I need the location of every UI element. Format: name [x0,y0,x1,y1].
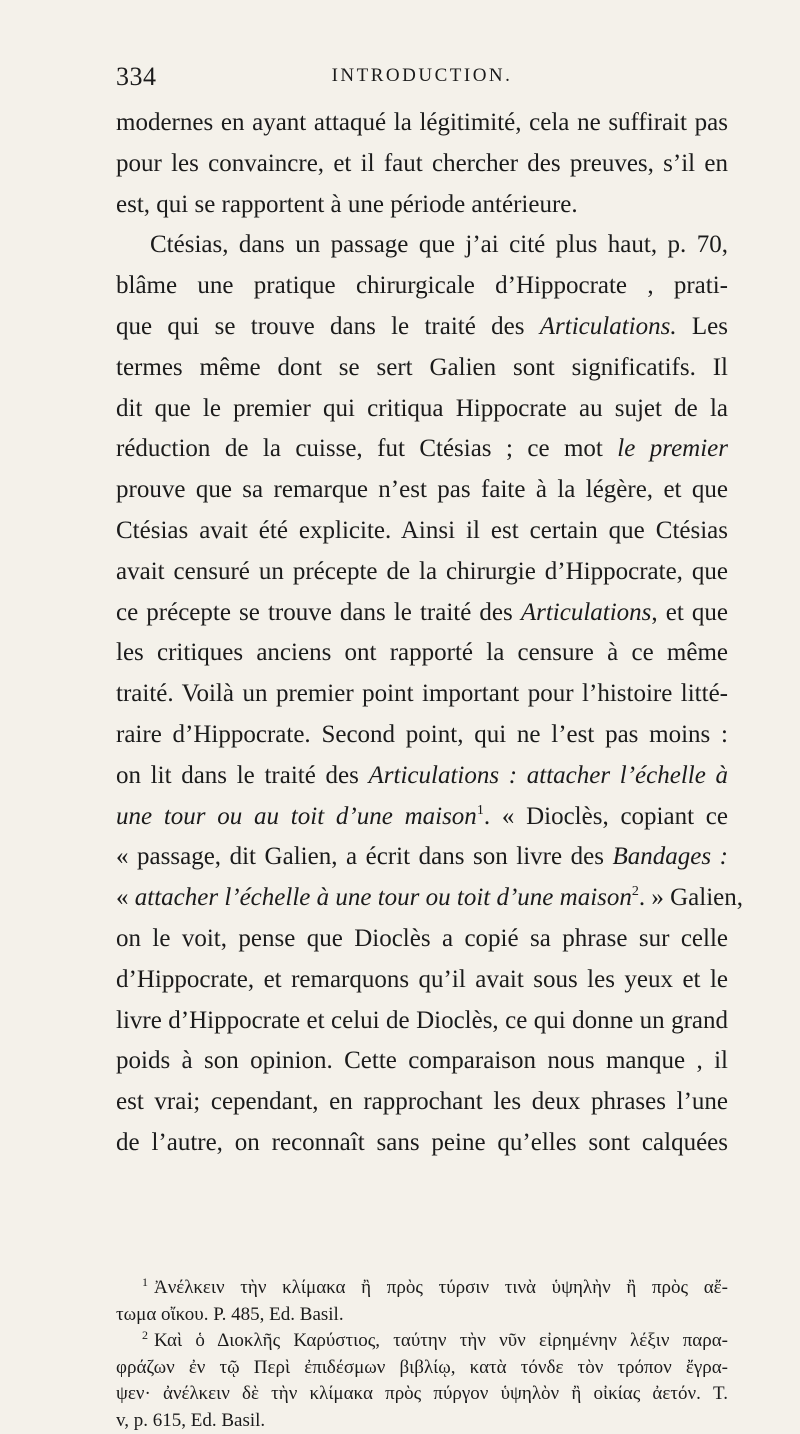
footnote-ref: 1 [477,803,484,818]
footnote-line [116,1275,728,1302]
text-segment: « passage, dit Galien, a écrit dans son livre des [116,843,613,870]
body-text [116,103,728,1164]
text-line: prouve que sa remarque n’est pas faite à la légère, et que [116,470,728,511]
text-line [116,429,728,470]
footnote-number: 2 [142,1328,148,1342]
text-line: dit que le premier qui critiqua Hippocrate au sujet de la [116,389,728,430]
text-line: raire d’Hippocrate. Second point, qui ne l’est pas moins : [116,715,728,756]
footnote-line: v, p. 615, Ed. Basil. [116,1408,728,1434]
text-line: avait censuré un précepte de la chirurgie d’Hippocrate, que [116,552,728,593]
text-line: modernes en ayant attaqué la légitimité, cela ne suffirait pas [116,103,728,144]
text-line: Ctésias, dans un passage que j’ai cité plus haut, p. 70, [116,225,728,266]
text-segment: Les [677,313,728,340]
page-number: 334 [116,62,157,92]
footnotes [116,1275,728,1434]
text-line: pour les convaincre, et il faut chercher des preuves, s’il en [116,144,728,185]
footnote-line: φράζων ἐν τῷ Περὶ ἐπιδέσμων βιβλίῳ, κατὰ τόνδε τὸν τρόπον ἔγρα- [116,1355,728,1382]
text-segment: ce précepte se trouve dans le traité des [116,599,521,626]
page-header [116,62,728,92]
text-line: termes même dont se sert Galien sont significatifs. Il [116,348,728,389]
text-segment: . » Galien, [639,884,743,911]
footnote-text: Καὶ ὁ Διοκλῆς Καρύστιος, ταύτην τὴν νῦν εἰρημένην λέξιν παρα- [154,1330,728,1351]
text-line: on le voit, pense que Dioclès a copié sa phrase sur celle [116,919,728,960]
text-line: traité. Voilà un premier point important pour l’histoire litté- [116,674,728,715]
italic-quote: une tour ou au toit d’une maison [116,803,477,830]
text-line [116,878,728,919]
text-line: est vrai; cependant, en rapprochant les deux phrases l’une [116,1082,728,1123]
text-line: de l’autre, on reconnaît sans peine qu’elles sont calquées [116,1123,728,1164]
italic-title: Bandages : [613,843,728,870]
text-line: blâme une pratique chirurgicale d’Hippocrate , prati- [116,266,728,307]
italic-phrase: le premier [617,435,728,462]
running-head: INTRODUCTION. [116,65,728,87]
text-line [116,593,728,634]
text-segment: que qui se trouve dans le traité des [116,313,540,340]
text-segment: réduction de la cuisse, fut Ctésias ; ce mot [116,435,617,462]
text-segment: « [116,884,135,911]
text-line [116,837,728,878]
text-line: les critiques anciens ont rapporté la censure à ce même [116,633,728,674]
italic-title: Articulations [521,599,652,626]
text-line: est, qui se rapportent à une période antérieure. [116,185,728,226]
text-line: Ctésias avait été explicite. Ainsi il est certain que Ctésias [116,511,728,552]
footnote-line [116,1328,728,1355]
text-line [116,797,728,838]
text-line: poids à son opinion. Cette comparaison nous manque , il [116,1041,728,1082]
footnote-line: τωμα οἴκου. P. 485, Ed. Basil. [116,1302,728,1329]
footnote-line: ψεν· ἀνέλκειν δὲ τὴν κλίμακα πρὸς πύργον ὑψηλὸν ἢ οἰκίας ἀετόν. T. [116,1381,728,1408]
text-segment: , et que [651,599,728,626]
text-line [116,307,728,348]
text-line [116,756,728,797]
text-line: d’Hippocrate, et remarquons qu’il avait sous les yeux et le [116,960,728,1001]
footnote-ref: 2 [632,884,639,899]
footnote-text: Ἀνέλκειν τὴν κλίμακα ἢ πρὸς τύρσιν τινὰ ὑψηλὴν ἢ πρὸς αἔ- [154,1277,728,1298]
footnote-number: 1 [142,1275,148,1289]
text-segment: . « Dioclès, copiant ce [484,803,728,830]
italic-quote: Articulations : attacher l’échelle à [369,762,728,789]
italic-title: Articulations. [540,313,677,340]
italic-quote: attacher l’échelle à une tour ou toit d’une maison [135,884,632,911]
text-line: livre d’Hippocrate et celui de Dioclès, ce qui donne un grand [116,1001,728,1042]
text-segment: on lit dans le traité des [116,762,369,789]
